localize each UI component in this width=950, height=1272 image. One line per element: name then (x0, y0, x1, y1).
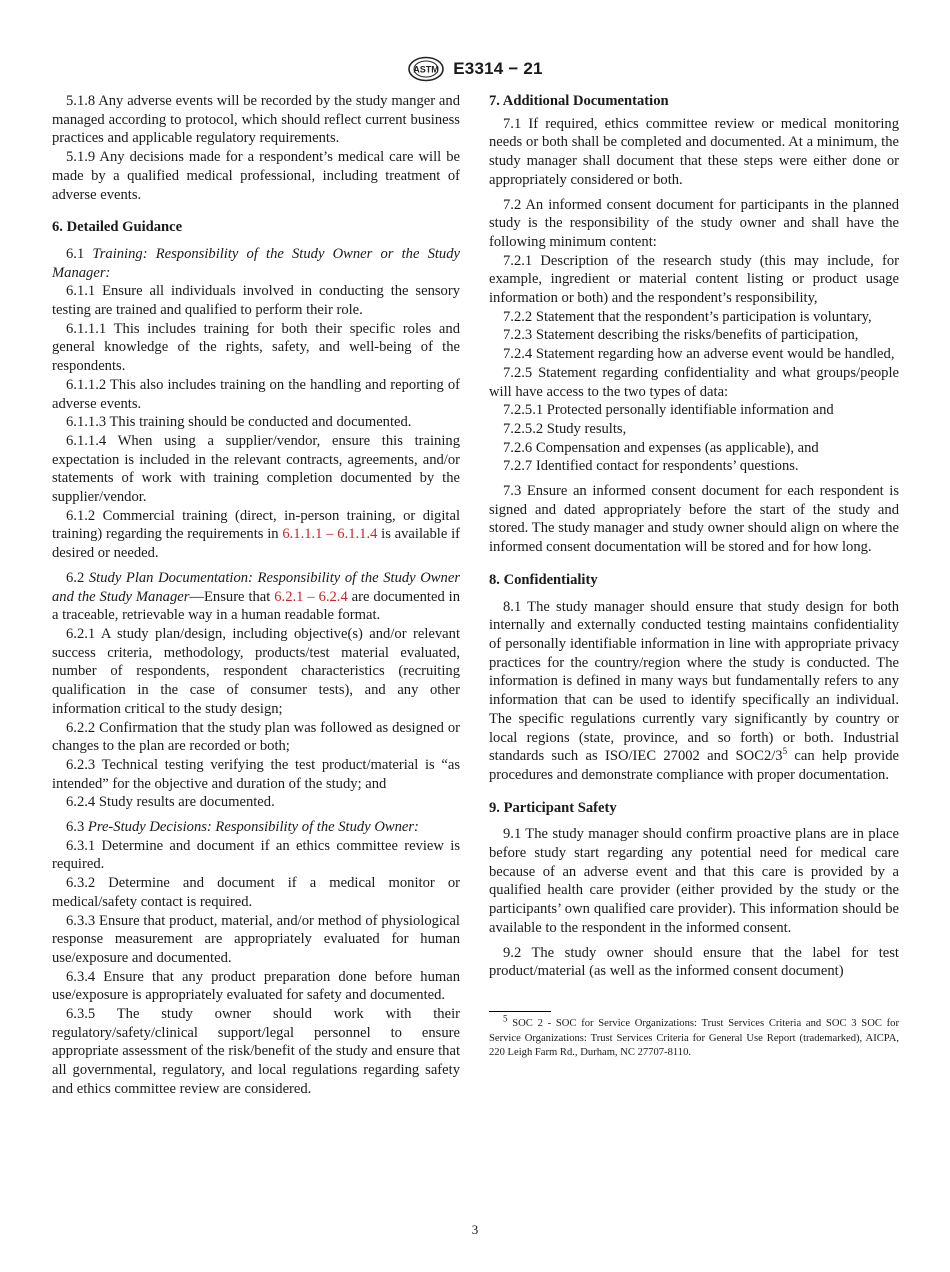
page-number: 3 (471, 1222, 479, 1237)
para-7-2-5: 7.2.5 Statement regarding confidentiality and what groups/people will have access to the two types of data: (489, 364, 899, 400)
link-6-2-1[interactable]: 6.2.1 – 6.2.4 (274, 588, 348, 605)
left-column (52, 92, 460, 1099)
section-9-heading: 9. Participant Safety (489, 799, 617, 816)
para-5-1-9: 5.1.9 Any decisions made for a respondent’s medical care will be made by a qualified medical professional, including treatment of adverse events. (52, 149, 460, 203)
para-6-1-2: 6.1.2 Commercial training (direct, in-person training, or digital training) regarding the requirements in 6.1.1.1 – 6.1.1.4 is available if desired or needed. (52, 507, 460, 562)
footnote-5: $^5$ SOC 2 - SOC for Service Organizations: Trust Services Criteria and SOC 3 SOC for Service Organizations: Trust Services Criteria for General Use Report (trademarked), AICPA, 220 Leigh Farm Rd., Durham, NC 27707-8110. (489, 1013, 899, 1059)
para-7-1: 7.1 If required, ethics committee review or medical monitoring needs or both shall be completed and documented. At a minimum, the study manager shall document that these steps were either done or appropriately considered or both. (489, 115, 899, 188)
para-7-2-2: 7.2.2 Statement that the respondent’s participation is voluntary, (503, 308, 872, 325)
logo-text: ASTM (413, 64, 440, 75)
para-7-2-1: 7.2.1 Description of the research study (this may include, for example, ingredient or material content listing or product usage information or both) and the respondent’s responsibility, (489, 252, 899, 307)
section-7-heading: 7. Additional Documentation (489, 93, 669, 109)
para-6-3-4: 6.3.4 Ensure that any product preparation done before human use/exposure is appropriately evaluated for safety and documented. (52, 968, 460, 1004)
astm-logo-icon (407, 56, 445, 82)
para-5-1-8: 5.1.8 Any adverse events will be recorded by the study manger and managed according to protocol, which should reflect current business practices and applicable regulatory requirements. (52, 93, 460, 147)
section-8-heading: 8. Confidentiality (489, 571, 598, 588)
para-6-1-1-2: 6.1.1.2 This also includes training on the handling and reporting of adverse events. (52, 376, 460, 412)
para-6-1-1-3: 6.1.1.3 This training should be conducted and documented. (66, 414, 412, 431)
para-7-2-5-1: 7.2.5.1 Protected personally identifiable information and (503, 402, 834, 419)
para-6-1-1: 6.1.1 Ensure all individuals involved in conducting the sensory testing are trained and qualified to perform their role. (52, 283, 460, 319)
para-6-3-1: 6.3.1 Determine and document if an ethics committee review is required. (52, 837, 460, 873)
footnote-ref[interactable]: 5 (782, 746, 788, 757)
para-6-2-2: 6.2.2 Confirmation that the study plan was followed as designed or changes to the plan are recorded or both; (52, 719, 460, 755)
para-7-3: 7.3 Ensure an informed consent document for each respondent is signed and dated appropriately before the start of the study and stored. The study manager and study owner should align on where the informed consent documentation will be stored and for how long. (489, 483, 899, 556)
para-7-2-4: 7.2.4 Statement regarding how an adverse event would be handled, (503, 346, 895, 363)
para-7-2: 7.2 An informed consent document for participants in the planned study is the responsibility of the study owner and shall have the following minimum content: (489, 196, 899, 250)
para-6-1: 6.1 Training: Responsibility of the Study Owner or the Study Manager: (52, 245, 460, 281)
para-7-2-7: 7.2.7 Identified contact for respondents’ questions. (503, 458, 799, 475)
para-6-1-1-4: 6.1.1.4 When using a supplier/vendor, ensure this training expectation is included in the relevant contracts, agreements, and/or statements of work with training completion documented by the supplier/vendor. (52, 432, 460, 506)
para-6-2: 6.2 Study Plan Documentation: Responsibility of the Study Owner and the Study Manager—Ensure that 6.2.1 – 6.2.4 are documented in a traceable, retrievable way in a human readable format. (52, 569, 461, 624)
para-8-1: 8.1 The study manager should ensure that study design for both internally and externally conducted testing maintains confidentiality of personally identifiable information in line with appropriate privacy practices for the country/region where the study is conducted. The information is defined in many ways but fundamentally refers to any information that can be used to identify specifically an individual. The specific regulations currently vary significantly by country or local regions (state, province, and so forth) or both. Industrial standards such as ISO/IEC 27002 and $SOC2/3^5$ can help provide procedures and demonstrate compliance with proper documentation. (489, 598, 899, 783)
para-9-2: 9.2 The study owner should ensure that the label for test product/material (as well as the informed consent document) (489, 944, 899, 980)
para-6-2-3: 6.2.3 Technical testing verifying the test product/material is “as intended” for the objective and duration of the study; and (52, 756, 460, 792)
standard-code: E3314 − 21 (453, 59, 543, 78)
link-6-1-1-1[interactable]: 6.1.1.1 – 6.1.1.4 (282, 526, 378, 543)
para-6-3-2: 6.3.2 Determine and document if a medical monitor or medical/safety contact is required. (52, 875, 460, 910)
para-7-2-6: 7.2.6 Compensation and expenses (as applicable), and (503, 439, 819, 456)
para-6-3: 6.3 Pre-Study Decisions: Responsibility of the Study Owner: (66, 819, 419, 836)
footnote-divider (489, 1011, 551, 1012)
para-7-2-3: 7.2.3 Statement describing the risks/benefits of participation, (503, 327, 859, 344)
para-9-1: 9.1 The study manager should confirm proactive plans are in place before study start regarding any potential need for medical care because of an adverse event and that this care is provided by a qualified health care provider (either provided by the study or the participants’ own qualified care provider). This information should be available to the respondent in the informed consent. (489, 826, 899, 936)
para-6-1-1-1: 6.1.1.1 This includes training for both their specific roles and general knowledge of the rights, safety, and well-being of the respondents. (52, 320, 460, 375)
para-7-2-5-2: 7.2.5.2 Study results, (503, 420, 627, 437)
page-header (0, 56, 950, 87)
para-6-2-1: 6.2.1 A study plan/design, including objective(s) and/or relevant success criteria, methodology, products/test material evaluated, number of respondents, respondent characteristics (recruiting qualification in the case of consumer tests), and any other information critical to the study design; (52, 625, 460, 717)
para-6-3-3: 6.3.3 Ensure that product, material, and/or method of physiological response measurement are appropriately evaluated for human use/exposure and documented. (52, 912, 460, 966)
para-6-3-5: 6.3.5 The study owner should work with their regulatory/safety/clinical support/legal personnel to ensure appropriate assessment of the risk/benefit of the study and ensure that all governmental, regulatory, and local regulations regarding safety and ethics committee review are considered. (52, 1006, 460, 1097)
section-6-heading: 6. Detailed Guidance (52, 219, 183, 236)
right-column (489, 92, 899, 1061)
para-6-2-4: 6.2.4 Study results are documented. (66, 794, 275, 811)
